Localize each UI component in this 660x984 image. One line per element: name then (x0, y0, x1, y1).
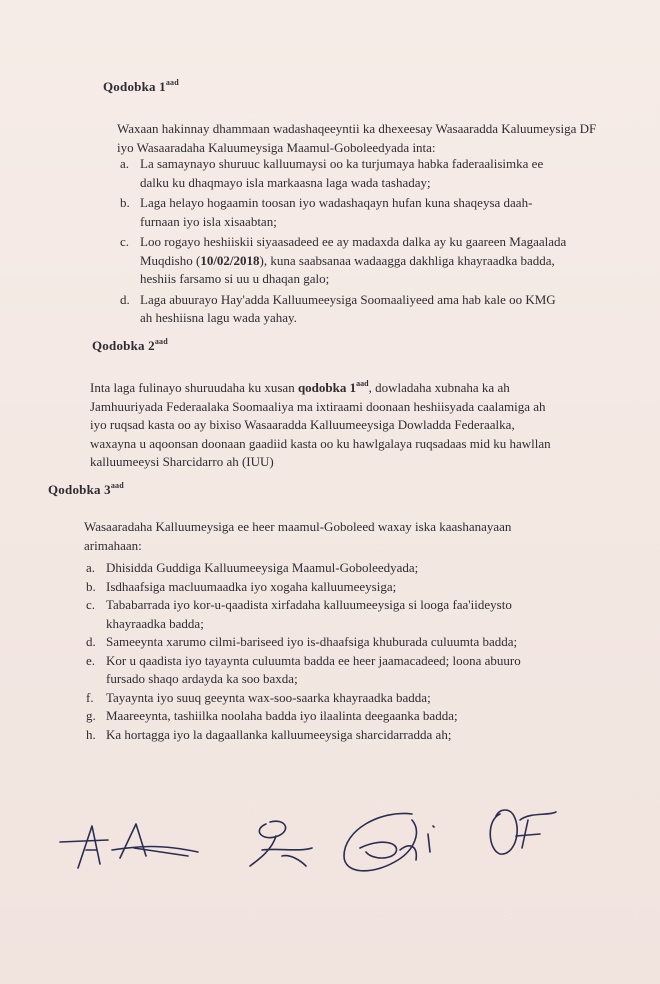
list-item: e. Kor u qaadista iyo tayaynta culuumta badda ee heer jaamacadeed; loona abuuro fursado shaqo ardayda ka soo baxda; (86, 652, 521, 686)
article-3-intro: Wasaaradaha Kalluumeysiga ee heer maamul-Goboleed waxay iska kaashanayaan arimahaan: (84, 519, 512, 553)
signature-4 (344, 813, 434, 870)
article-3-heading: Qodobka $3^{aad}$ (48, 481, 124, 497)
list-item: c. Loo rogayo heshiiskii siyaasadeed ee ay madaxda dalka ay ku gaareen Magaalada Muqdisho (10/02/2018), kuna saabsanaa wadaagga dakhliga khayraadka badda, heshiis farsamo si uu u dhaqan galo; (120, 234, 567, 286)
list-item: h. Ka hortagga iyo la dagaallanka kalluumeeysiga sharcidarradda ah; (86, 726, 452, 742)
list-item: a. La samaynayo shuruuc kalluumaysi oo ka turjumaya habka faderaalisimka ee dalku ku dhaqmayo isla markaasna laga wada tashaday; (120, 156, 544, 190)
article-1-intro: Waxaan hakinnay dhammaan wadashaqeeyntii ka dhexeesay Wasaaradda Kaluumeysiga DF iyo Wasaaradaha Kaluumeysiga Maamul-Goboleedyada inta: (117, 121, 597, 155)
list-item: g. Maareeynta, tashiilka noolaha badda iyo ilaalinta deegaanka badda; (86, 708, 458, 723)
article-1-list (120, 155, 567, 328)
list-item: b. Isdhaafsiga macluumaadka iyo xogaha kalluumeeysiga; (86, 578, 397, 594)
article-3-list (86, 559, 521, 744)
signature-1 (60, 826, 108, 868)
signature-3 (250, 821, 312, 866)
list-item: b. Laga helayo hogaamin toosan iyo wadashaqayn hufan kuna shaqeysa daah- furnaan iyo isla xisaabtan; (120, 195, 533, 229)
list-item: a. Dhisidda Guddiga Kalluumeeysiga Maamul-Goboleedyada; (86, 560, 419, 575)
article-1-heading: Qodobka $1^{aad}$ (103, 78, 179, 94)
signatures (0, 790, 660, 900)
article-2-heading: Qodobka $2^{aad}$ (92, 337, 168, 353)
article-2-paragraph: Inta laga fulinayo shuruudaha ku xusan qodobka $1^{aad}$, dowladaha xubnaha ka ah Jamhuuriyada Federaalaka Soomaaliya ma ixtiraami doonaan heshiisyada caalamiga ah iyo ruqsad kasta oo ay bixiso Wasaaradda Kalluumeeysiga Dowladda Federaalka, waxayna u aqoonsan doonaan gaadiid kasta oo ku hawlgalaya ruqsadaas mid ku hawllan kalluumeeysi Sharcidarro ah (IUU) (90, 379, 551, 469)
list-item: c. Tababarrada iyo kor-u-qaadista xirfadaha kalluumeeysiga si looga faa'iideysto khayraadka badda; (86, 597, 512, 631)
signature-2 (112, 824, 198, 858)
list-item: d. Sameeynta xarumo cilmi-bariseed iyo is-dhaafsiga khuburada culuumta badda; (86, 634, 518, 649)
signature-5 (490, 810, 556, 854)
list-item: f. Tayaynta iyo suuq geeynta wax-soo-saarka khayraadka badda; (86, 689, 431, 705)
list-item: d. Laga abuurayo Hay'adda Kalluumeeysiga Soomaaliyeed ama hab kale oo KMG ah heshiisna lagu wada yahay. (120, 291, 556, 325)
